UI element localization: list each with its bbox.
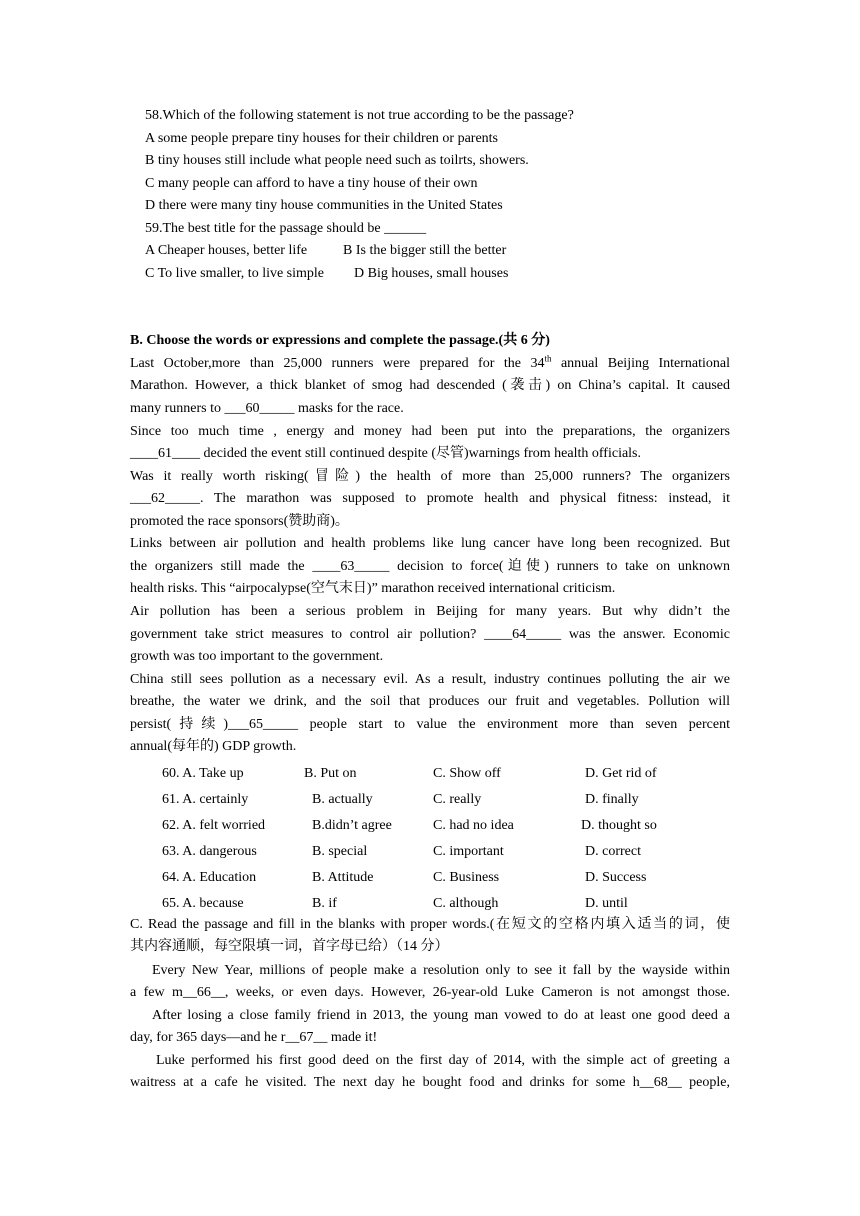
choice-65-a: 65. A. because [162,896,244,911]
choice-65-b: B. if [312,896,337,911]
choice-60-b: B. Put on [304,766,357,781]
part-b-line-10: the organizers still made the ____63_____ decision to force(迫使) runners to take on unknown [130,559,730,574]
part-b-line-14: growth was too important to the government. [130,649,384,664]
choice-62-c: C. had no idea [433,818,514,833]
choice-61-d: D. finally [585,792,639,807]
part-b-line-15: China still sees pollution as a necessary evil. As a result, industry continues polluting the air we [130,672,730,687]
choice-63-b: B. special [312,844,368,859]
question-59-option-a: A Cheaper houses, better life [145,243,308,258]
choice-64-b: B. Attitude [312,870,374,885]
part-b-line-2: Marathon. However, a thick blanket of smog had descended (袭击) on China’s capital. It caused [130,378,730,393]
part-c-line-1: Every New Year, millions of people make a resolution only to see it fall by the wayside within [152,963,730,978]
choice-65-d: D. until [585,896,628,911]
part-b-line-6: Was it really worth risking(冒险) the health of more than 25,000 runners? The organizers [130,469,730,484]
choice-64-c: C. Business [433,870,500,885]
part-b-line-18: annual(每年的) GDP growth. [130,739,297,754]
part-b-line-5: ____61____ decided the event still continued despite (尽管)warnings from health officials. [130,446,642,461]
part-b-line-8: promoted the race sponsors(赞助商)。 [130,514,349,529]
choice-63-d: D. correct [585,844,641,859]
part-b-heading: B. Choose the words or expressions and complete the passage.(共 6 分) [130,333,550,348]
part-b-line-16: breathe, the water we drink, and the soil that produces our fruit and vegetables. Pollution will [130,694,730,709]
choice-60-c: C. Show off [433,766,501,781]
part-c-line-4: day, for 365 days—and he r__67__ made it! [130,1030,378,1045]
choice-62-b: B.didn’t agree [312,818,392,833]
question-58-option-d: D there were many tiny house communities in the United States [145,198,503,213]
part-c-line-2: a few m__66__, weeks, or even days. However, 26-year-old Luke Cameron is not amongst those. [130,985,730,1000]
part-b-line-7: ___62_____. The marathon was supposed to promote health and physical fitness: instead, it [130,491,730,506]
choice-62-a: 62. A. felt worried [162,818,266,833]
choice-64-a: 64. A. Education [162,870,257,885]
part-c-heading-line-2: 其内容通顺，每空限填一词，首字母已给）（14 分） [130,939,449,954]
choice-60-a: 60. A. Take up [162,766,244,781]
part-c-line-5: Luke performed his first good deed on the first day of 2014, with the simple act of greeting a [156,1053,730,1068]
part-b-line-9: Links between air pollution and health problems like lung cancer have long been recognized. But [130,536,730,551]
part-b-line-13: government take strict measures to control air pollution? ____64_____ was the answer. Economic [130,627,730,642]
part-b-line-3: many runners to ___60_____ masks for the race. [130,401,404,416]
choice-65-c: C. although [433,896,499,911]
choice-61-c: C. really [433,792,482,807]
part-c-heading-line-1: C. Read the passage and fill in the blanks with proper words.(在短文的空格内填入适当的词，使 [130,917,730,932]
question-58-option-c: C many people can afford to have a tiny house of their own [145,176,478,191]
choice-61-b: B. actually [312,792,373,807]
part-c-line-6: waitress at a cafe he visited. The next day he bought food and drinks for some h__68__ people, [130,1075,730,1090]
choice-62-d: D. thought so [581,818,657,833]
part-c-line-3: After losing a close family friend in 2013, the young man vowed to do at least one good deed a [152,1008,730,1023]
question-58-option-b: B tiny houses still include what people need such as toilrts, showers. [145,153,529,168]
choice-60-d: D. Get rid of [585,766,657,781]
part-b-line-12: Air pollution has been a serious problem in Beijing for many years. But why didn’t the [130,604,730,619]
choice-61-a: 61. A. certainly [162,792,249,807]
question-59-option-b: B Is the bigger still the better [343,243,507,258]
choice-64-d: D. Success [585,870,647,885]
question-59-option-d: D Big houses, small houses [354,266,509,281]
question-59-stem: 59.The best title for the passage should be ______ [145,221,427,236]
part-b-line-4: Since too much time , energy and money had been put into the preparations, the organizers [130,424,730,439]
question-59-option-c: C To live smaller, to live simple [145,266,325,281]
question-58-stem: 58.Which of the following statement is not true according to be the passage? [145,108,574,123]
question-58-option-a: A some people prepare tiny houses for their children or parents [145,131,499,146]
choice-63-c: C. important [433,844,504,859]
part-b-line-11: health risks. This “airpocalypse(空气末日)” marathon received international criticism. [130,581,616,596]
part-b-line-17: persist(持续)___65_____ people start to value the environment more than seven percent [130,717,730,732]
part-b-line-1: Last October,more than 25,000 runners were prepared for the 34th annual Beijing International [130,353,730,371]
choice-63-a: 63. A. dangerous [162,844,257,859]
